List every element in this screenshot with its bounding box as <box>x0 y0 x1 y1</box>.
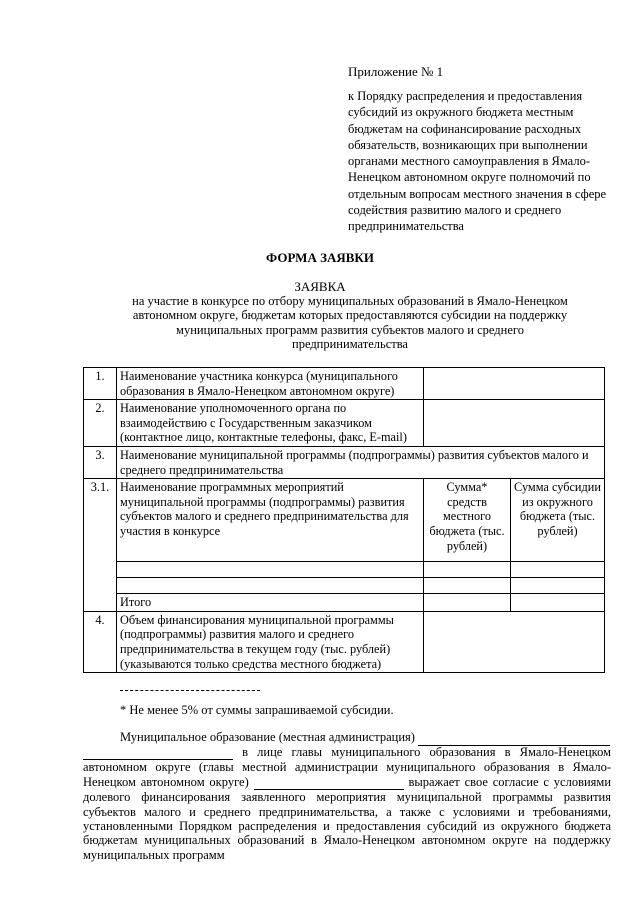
form-heading: ФОРМА ЗАЯВКИ <box>266 250 374 265</box>
footnote: * Не менее 5% от суммы запрашиваемой субсидии. <box>120 703 394 717</box>
table-row <box>84 578 605 594</box>
paragraph-part2: выражает свое согласие с условиями долевого финансирования заявленного мероприятия муниципальной программы развития субъектов малого и среднего предпринимательства, а также с условиями и требованиями, установленными Порядком распределения и предоставления субсидий из окружного бюджета бюджетам муниципальных образований в Ямало-Ненецком автономном округе на поддержку муниципальных программ <box>83 774 612 862</box>
amount-district-cell[interactable] <box>511 562 605 578</box>
municipality-blank[interactable] <box>418 730 610 746</box>
total-local-cell[interactable] <box>424 594 511 612</box>
column-header-local-budget: Сумма* средств местного бюджета (тыс. рублей) <box>424 479 511 562</box>
total-district-cell[interactable] <box>511 594 605 612</box>
head-name-blank[interactable] <box>254 775 404 790</box>
row-number: 3. <box>84 446 117 478</box>
row-number: 2. <box>84 400 117 447</box>
row-value-cell[interactable] <box>424 368 605 400</box>
municipality-blank-continued[interactable] <box>83 745 233 760</box>
amount-district-cell[interactable] <box>511 578 605 594</box>
row-label: Наименование программных мероприятий муниципальной программы (подпрограммы) развития субъектов малого и среднего предпринимательства для участия в конкурсе <box>117 479 424 562</box>
table-row <box>84 368 605 400</box>
footnote-separator <box>120 690 260 691</box>
request-subtitle: на участие в конкурсе по отбору муниципальных образований в Ямало-Ненецком автономном округе, бюджетам которых предоставляются субсидии на поддержку муниципальных программ развития субъектов малого и среднего предпринимательства <box>132 294 568 352</box>
request-title: ЗАЯВКА <box>294 279 346 294</box>
appendix-title: Приложение № 1 <box>348 64 444 79</box>
application-table <box>83 367 605 673</box>
appendix-text: к Порядку распределения и предоставления субсидий из окружного бюджета местным бюджетам на софинансирование расходных обязательств, возникающих при выполнении органами местного самоуправления в Ямало-Ненецком автономном округе полномочий по отдельным вопросам местного значения в сфере содействия развитию малого и среднего предпринимательства <box>348 89 607 234</box>
amount-local-cell[interactable] <box>424 562 511 578</box>
table-row <box>84 562 605 578</box>
row-label: Наименование муниципальной программы (подпрограммы) развития субъектов малого и среднего предпринимательства <box>117 446 605 478</box>
table-row <box>84 479 605 562</box>
measure-cell[interactable] <box>117 562 424 578</box>
row-value-cell[interactable] <box>424 611 605 672</box>
table-row <box>84 400 605 447</box>
paragraph-lead: Муниципальное образование (местная администрация) <box>120 730 415 744</box>
row-label: Наименование участника конкурса (муниципального образования в Ямало-Ненецком автономном округе) <box>117 368 424 400</box>
measure-cell[interactable] <box>117 578 424 594</box>
paragraph-body <box>83 745 611 862</box>
row-number: 4. <box>84 611 117 672</box>
column-header-district-budget: Сумма субсидии из окружного бюджета (тыс. рублей) <box>511 479 605 562</box>
row-number: 3.1. <box>84 479 117 612</box>
paragraph-first-line <box>120 730 610 746</box>
table-row-total <box>84 594 605 612</box>
row-number: 1. <box>84 368 117 400</box>
row-label: Наименование уполномоченного органа по взаимодействию с Государственным заказчиком (контактное лицо, контактные телефоны, факс, E-mail) <box>117 400 424 447</box>
table-row <box>84 611 605 672</box>
total-label: Итого <box>117 594 424 612</box>
row-value-cell[interactable] <box>424 400 605 447</box>
row-label: Объем финансирования муниципальной программы (подпрограммы) развития малого и среднего предпринимательства в текущем году (тыс. рублей) (указываются только средства местного бюджета) <box>117 611 424 672</box>
paragraph-part1: в лице главы муниципального образования в Ямало-Ненецком автономном округе (главы местной администрации муниципального образования в Ямало-Ненецком автономном округе) <box>83 745 611 789</box>
amount-local-cell[interactable] <box>424 578 511 594</box>
table-row <box>84 446 605 478</box>
